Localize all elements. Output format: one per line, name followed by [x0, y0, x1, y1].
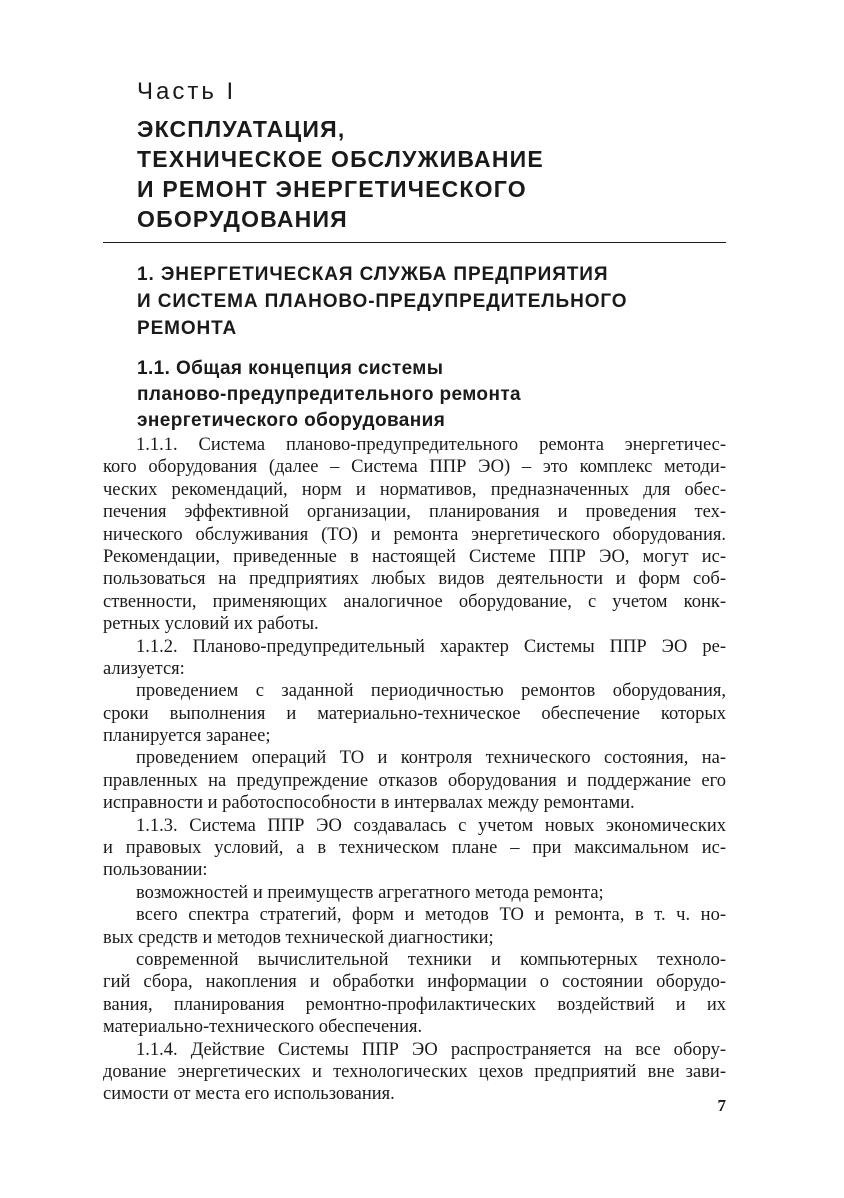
text-line: материально-технического обеспечения.: [103, 1017, 423, 1038]
part-title-line: ЭКСПЛУАТАЦИЯ,: [137, 116, 346, 142]
text-line: 1.1.4. Действие Системы ППР ЭО распространяется на все обору-: [136, 1039, 726, 1060]
text-line: нического обслуживания (ТО) и ремонта энергетического оборудования.: [103, 524, 726, 545]
text-line: гий сбора, накопления и обработки информации о состоянии оборудо-: [103, 972, 726, 993]
part-label: Часть I: [137, 78, 237, 105]
text-line: сроки выполнения и материально-техническое обеспечение которых: [103, 703, 726, 724]
text-line: кого оборудования (далее – Система ППР ЭО) – это комплекс методи-: [103, 457, 726, 478]
text-line: и правовых условий, а в техническом плане – при максимальном ис-: [103, 838, 726, 859]
body-text: [103, 434, 726, 1106]
text-line: печения эффективной организации, планирования и проведения тех-: [103, 502, 726, 523]
text-line: вания, планирования ремонтно-профилактических воздействий и их: [103, 994, 726, 1015]
chapter-title-line: 1. ЭНЕРГЕТИЧЕСКАЯ СЛУЖБА ПРЕДПРИЯТИЯ: [137, 264, 609, 285]
title-divider: [103, 242, 726, 243]
page-number: 7: [717, 1096, 726, 1115]
text-line: всего спектра стратегий, форм и методов ТО и ремонта, в т. ч. но-: [136, 905, 726, 926]
section-title-line: энергетического оборудования: [137, 410, 446, 431]
text-line: проведением с заданной периодичностью ремонтов оборудования,: [136, 681, 726, 702]
text-line: ственности, применяющих аналогичное оборудование, с учетом конк-: [103, 591, 726, 612]
text-line: правленных на предупреждение отказов оборудования и поддержание его: [103, 770, 726, 791]
text-line: 1.1.3. Система ППР ЭО создавалась с учетом новых экономических: [136, 815, 726, 836]
text-line: пользовании:: [103, 860, 208, 881]
chapter-title: [137, 261, 737, 342]
text-line: вых средств и методов технической диагностики;: [103, 927, 494, 948]
chapter-title-line: И СИСТЕМА ПЛАНОВО-ПРЕДУПРЕДИТЕЛЬНОГО: [137, 291, 628, 312]
part-title-line: ТЕХНИЧЕСКОЕ ОБСЛУЖИВАНИЕ: [137, 146, 544, 172]
text-line: планируется заранее;: [103, 726, 271, 747]
text-line: современной вычислительной техники и компьютерных техноло-: [136, 949, 726, 970]
text-line: пользоваться на предприятиях любых видов деятельности и форм соб-: [103, 569, 726, 590]
section-title: [137, 356, 737, 434]
section-title-line: 1.1. Общая концепция системы: [137, 358, 444, 379]
text-line: проведением операций ТО и контроля технического состояния, на-: [136, 748, 726, 769]
text-line: дование энергетических и технологических цехов предприятий вне зави-: [103, 1061, 726, 1082]
part-title-line: И РЕМОНТ ЭНЕРГЕТИЧЕСКОГО: [137, 176, 527, 202]
text-line: ретных условий их работы.: [103, 614, 319, 635]
text-line: ализуется:: [103, 658, 185, 679]
text-line: 1.1.2. Планово-предупредительный характер Системы ППР ЭО ре-: [136, 636, 726, 657]
part-title-line: ОБОРУДОВАНИЯ: [137, 206, 348, 232]
section-title-line: планово-предупредительного ремонта: [137, 384, 521, 405]
text-line: возможностей и преимуществ агрегатного метода ремонта;: [136, 882, 604, 903]
chapter-title-line: РЕМОНТА: [137, 318, 238, 339]
part-title: [137, 114, 737, 234]
text-line: симости от места его использования.: [103, 1084, 395, 1105]
text-line: Рекомендации, приведенные в настоящей Системе ППР ЭО, могут ис-: [103, 546, 726, 567]
text-line: исправности и работоспособности в интервалах между ремонтами.: [103, 793, 635, 814]
text-line: 1.1.1. Система планово-предупредительного ремонта энергетичес-: [136, 435, 726, 455]
text-line: ческих рекомендаций, норм и нормативов, предназначенных для обес-: [103, 479, 726, 500]
